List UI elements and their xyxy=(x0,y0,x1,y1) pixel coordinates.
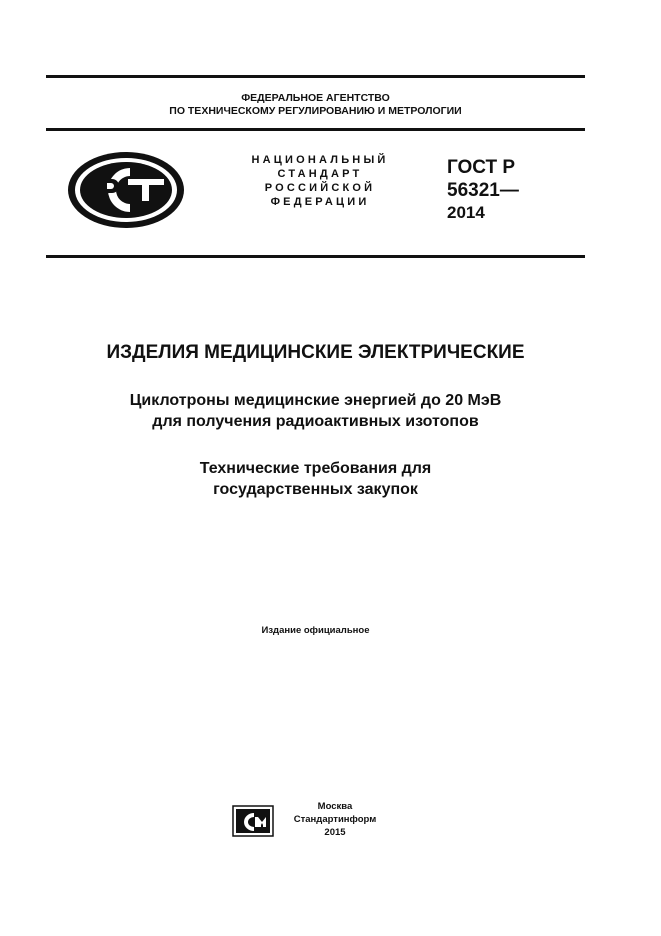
edition-label: Издание официальное xyxy=(261,625,370,636)
designation-rule xyxy=(46,255,585,258)
standard-kind-line-2: СТАНДАРТ xyxy=(277,168,363,180)
standard-kind-line-1: НАЦИОНАЛЬНЫЙ xyxy=(251,154,389,166)
publisher-city: Москва xyxy=(317,801,353,812)
standard-designation xyxy=(447,156,519,224)
gost-r-emblem-icon xyxy=(66,150,186,230)
agency-line-1: ФЕДЕРАЛЬНОЕ АГЕНТСТВО xyxy=(241,92,390,104)
standartinform-logo-icon xyxy=(232,805,274,837)
publisher-year: 2015 xyxy=(324,827,346,838)
standard-kind-line-3: РОССИЙСКОЙ xyxy=(264,182,376,194)
document-subtitle-2 xyxy=(30,458,601,500)
agency-line-2: ПО ТЕХНИЧЕСКОМУ РЕГУЛИРОВАНИЮ И МЕТРОЛОГИИ xyxy=(169,105,462,117)
publisher-name: Стандартинформ xyxy=(293,814,377,825)
subtitle-1-line-2: для получения радиоактивных изотопов xyxy=(152,413,479,430)
designation-year: 2014 xyxy=(447,203,485,222)
header-rule xyxy=(46,128,585,131)
agency-header xyxy=(46,92,585,118)
standard-kind-line-4: ФЕДЕРАЦИИ xyxy=(270,196,370,208)
publisher-info xyxy=(282,800,388,839)
document-title: ИЗДЕЛИЯ МЕДИЦИНСКИЕ ЭЛЕКТРИЧЕСКИЕ xyxy=(106,342,525,363)
document-subtitle-1 xyxy=(30,390,601,432)
designation-prefix: ГОСТ Р xyxy=(447,157,516,178)
designation-number: 56321— xyxy=(447,180,519,201)
subtitle-1-line-1: Циклотроны медицинские энергией до 20 МэВ xyxy=(129,392,502,409)
standard-kind xyxy=(238,153,402,209)
subtitle-2-line-2: государственных закупок xyxy=(213,481,418,498)
top-rule xyxy=(46,75,585,78)
subtitle-2-line-1: Технические требования для xyxy=(199,460,432,477)
